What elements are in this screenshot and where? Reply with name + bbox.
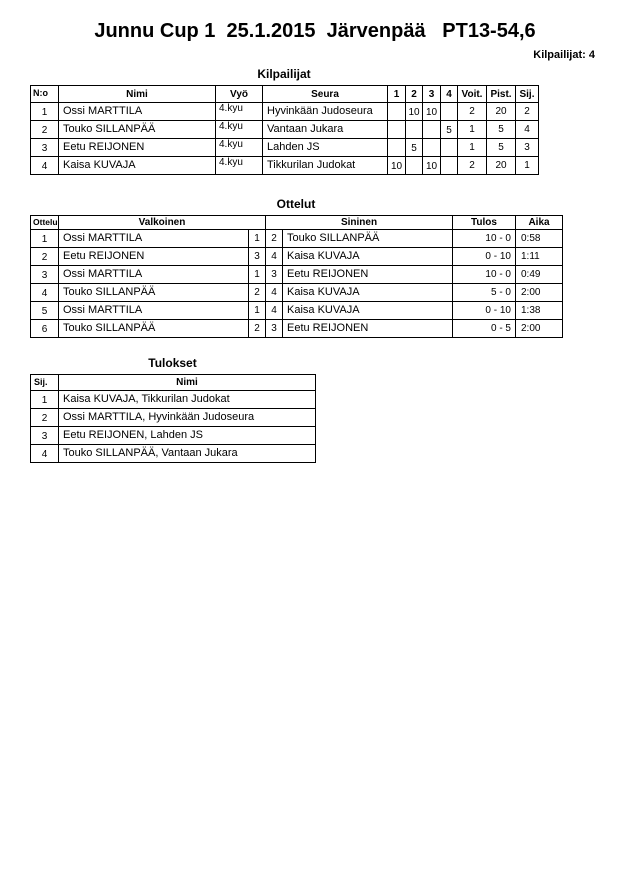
cell-match-no: 1: [31, 230, 59, 248]
kilpailijat-heading: Kilpailijat: [257, 67, 311, 81]
header-ottelu: Ottelu: [31, 216, 59, 230]
cell-seura: Hyvinkään Judoseura: [263, 103, 388, 121]
cell-tulos: 5 - 0: [453, 284, 516, 302]
cell-tulos: 10 - 0: [453, 266, 516, 284]
cell-valkoinen-no: 1: [249, 302, 266, 320]
cell-sij: 1: [516, 157, 539, 175]
kilpailijat-row: [31, 121, 539, 139]
cell-match-no: 4: [31, 284, 59, 302]
cell-sininen-no: 2: [266, 230, 283, 248]
cell-nimi: Touko SILLANPÄÄ, Vantaan Jukara: [59, 445, 316, 463]
cell-score-4: [441, 157, 458, 175]
header-tulos: Tulos: [453, 216, 516, 230]
cell-score-4: [441, 139, 458, 157]
header-voit: Voit.: [458, 86, 487, 103]
header-col2: 2: [406, 86, 423, 103]
cell-score-1: 10: [388, 157, 406, 175]
cell-pist: 20: [487, 103, 516, 121]
header-no: N:o: [31, 86, 59, 103]
cell-voit: 1: [458, 121, 487, 139]
cell-score-3: [423, 121, 441, 139]
cell-sininen: Kaisa KUVAJA: [283, 302, 453, 320]
cell-score-1: [388, 121, 406, 139]
cell-valkoinen-no: 1: [249, 230, 266, 248]
cell-sij: 4: [31, 445, 59, 463]
cell-voit: 2: [458, 157, 487, 175]
cell-valkoinen: Ossi MARTTILA: [59, 302, 249, 320]
cell-valkoinen: Touko SILLANPÄÄ: [59, 320, 249, 338]
cell-nimi: Eetu REIJONEN: [59, 139, 216, 157]
header-col4: 4: [441, 86, 458, 103]
cell-no: 3: [31, 139, 59, 157]
cell-vyo: 4.kyu: [216, 157, 263, 175]
header-pist: Pist.: [487, 86, 516, 103]
tulokset-row: [31, 409, 316, 427]
cell-nimi: Eetu REIJONEN, Lahden JS: [59, 427, 316, 445]
kilpailijat-row: [31, 103, 539, 121]
cell-match-no: 3: [31, 266, 59, 284]
tulokset-header-row: [31, 375, 316, 391]
cell-sininen: Touko SILLANPÄÄ: [283, 230, 453, 248]
cell-sij: 2: [516, 103, 539, 121]
cell-sij: 4: [516, 121, 539, 139]
kilpailijat-header-row: [31, 86, 539, 103]
kilpailijat-row: [31, 139, 539, 157]
cell-score-2: [406, 121, 423, 139]
cell-aika: 2:00: [516, 320, 563, 338]
tulokset-row: [31, 445, 316, 463]
cell-sij: 3: [31, 427, 59, 445]
cell-sij: 1: [31, 391, 59, 409]
cell-aika: 0:49: [516, 266, 563, 284]
ottelut-table: [30, 215, 563, 338]
cell-valkoinen: Touko SILLANPÄÄ: [59, 284, 249, 302]
cell-voit: 2: [458, 103, 487, 121]
cell-aika: 1:11: [516, 248, 563, 266]
header-sininen: Sininen: [266, 216, 453, 230]
header-aika: Aika: [516, 216, 563, 230]
cell-tulos: 0 - 10: [453, 302, 516, 320]
ottelut-row: [31, 284, 563, 302]
header-nimi: Nimi: [59, 375, 316, 391]
header-col1: 1: [388, 86, 406, 103]
cell-vyo: 4.kyu: [216, 139, 263, 157]
cell-score-3: [423, 139, 441, 157]
cell-nimi: Ossi MARTTILA: [59, 103, 216, 121]
cell-pist: 5: [487, 139, 516, 157]
cell-seura: Tikkurilan Judokat: [263, 157, 388, 175]
cell-sij: 2: [31, 409, 59, 427]
competitor-count: Kilpailijat: 4: [533, 49, 595, 61]
cell-sininen: Kaisa KUVAJA: [283, 248, 453, 266]
ottelut-row: [31, 248, 563, 266]
cell-no: 1: [31, 103, 59, 121]
header-nimi: Nimi: [59, 86, 216, 103]
cell-no: 4: [31, 157, 59, 175]
cell-seura: Vantaan Jukara: [263, 121, 388, 139]
ottelut-row: [31, 320, 563, 338]
cell-valkoinen-no: 2: [249, 320, 266, 338]
cell-pist: 20: [487, 157, 516, 175]
cell-score-2: 10: [406, 103, 423, 121]
tulokset-table: [30, 374, 316, 463]
cell-tulos: 0 - 5: [453, 320, 516, 338]
cell-voit: 1: [458, 139, 487, 157]
cell-sininen: Eetu REIJONEN: [283, 266, 453, 284]
ottelut-header-row: [31, 216, 563, 230]
page-title: Junnu Cup 1 25.1.2015 Järvenpää PT13-54,6: [94, 20, 536, 42]
header-sij: Sij.: [516, 86, 539, 103]
header-vyo: Vyö: [216, 86, 263, 103]
cell-sininen-no: 4: [266, 284, 283, 302]
cell-score-2: 5: [406, 139, 423, 157]
header-col3: 3: [423, 86, 441, 103]
cell-aika: 2:00: [516, 284, 563, 302]
cell-aika: 0:58: [516, 230, 563, 248]
cell-score-4: 5: [441, 121, 458, 139]
cell-tulos: 0 - 10: [453, 248, 516, 266]
cell-nimi: Touko SILLANPÄÄ: [59, 121, 216, 139]
cell-score-1: [388, 139, 406, 157]
cell-sij: 3: [516, 139, 539, 157]
cell-sininen: Eetu REIJONEN: [283, 320, 453, 338]
cell-valkoinen-no: 2: [249, 284, 266, 302]
cell-score-3: 10: [423, 103, 441, 121]
cell-score-4: [441, 103, 458, 121]
cell-match-no: 2: [31, 248, 59, 266]
cell-sininen-no: 4: [266, 302, 283, 320]
ottelut-row: [31, 266, 563, 284]
cell-vyo: 4.kyu: [216, 103, 263, 121]
cell-valkoinen: Ossi MARTTILA: [59, 266, 249, 284]
cell-score-1: [388, 103, 406, 121]
cell-valkoinen-no: 3: [249, 248, 266, 266]
cell-seura: Lahden JS: [263, 139, 388, 157]
cell-valkoinen: Ossi MARTTILA: [59, 230, 249, 248]
cell-match-no: 5: [31, 302, 59, 320]
cell-sininen: Kaisa KUVAJA: [283, 284, 453, 302]
cell-nimi: Ossi MARTTILA, Hyvinkään Judoseura: [59, 409, 316, 427]
cell-score-2: [406, 157, 423, 175]
tulokset-row: [31, 427, 316, 445]
tulokset-row: [31, 391, 316, 409]
cell-tulos: 10 - 0: [453, 230, 516, 248]
ottelut-row: [31, 230, 563, 248]
cell-match-no: 6: [31, 320, 59, 338]
cell-aika: 1:38: [516, 302, 563, 320]
cell-sininen-no: 4: [266, 248, 283, 266]
tulokset-heading: Tulokset: [148, 356, 197, 370]
ottelut-heading: Ottelut: [276, 197, 316, 211]
cell-valkoinen-no: 1: [249, 266, 266, 284]
header-valkoinen: Valkoinen: [59, 216, 266, 230]
kilpailijat-table: [30, 85, 539, 175]
header-sij: Sij.: [31, 375, 59, 391]
header-seura: Seura: [263, 86, 388, 103]
cell-valkoinen: Eetu REIJONEN: [59, 248, 249, 266]
kilpailijat-row: [31, 157, 539, 175]
cell-nimi: Kaisa KUVAJA, Tikkurilan Judokat: [59, 391, 316, 409]
cell-vyo: 4.kyu: [216, 121, 263, 139]
cell-no: 2: [31, 121, 59, 139]
cell-score-3: 10: [423, 157, 441, 175]
cell-sininen-no: 3: [266, 266, 283, 284]
cell-nimi: Kaisa KUVAJA: [59, 157, 216, 175]
cell-pist: 5: [487, 121, 516, 139]
cell-sininen-no: 3: [266, 320, 283, 338]
ottelut-row: [31, 302, 563, 320]
